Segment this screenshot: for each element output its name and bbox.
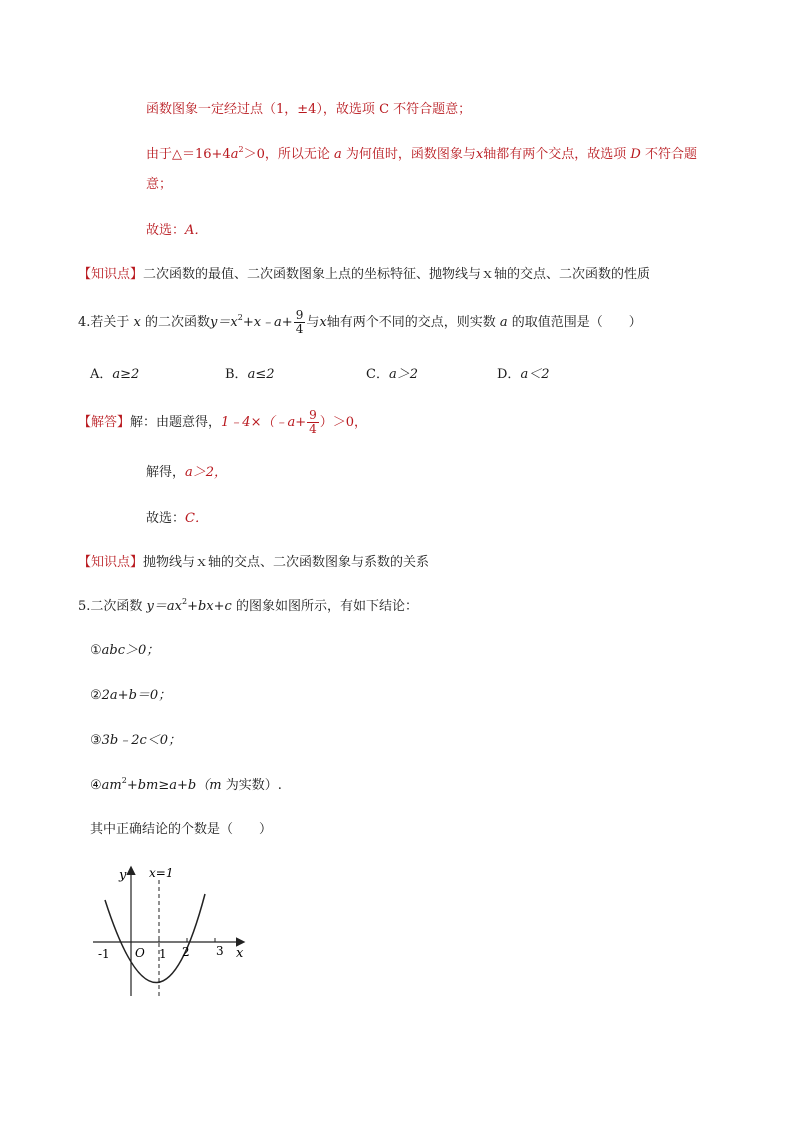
conclusion-3: ③3b﹣2c＜0； xyxy=(90,733,182,748)
conclusion-1: ①abc＞0； xyxy=(90,643,160,658)
solution-line-2-wrap: 意； xyxy=(146,177,173,192)
tick-label-3: 3 xyxy=(216,944,224,958)
origin-label: O xyxy=(135,946,145,960)
parabola-curve xyxy=(105,894,205,983)
solution-tag: 【解答】 xyxy=(78,415,131,430)
question-5-stem: 5.二次函数 $y=ax^2+bx+c$ 的图象如图所示，有如下结论： xyxy=(78,597,418,614)
knowledge-tag: 【知识点】 xyxy=(78,267,144,282)
parabola-graph xyxy=(88,858,258,1008)
knowledge-point-2: 【知识点】抛物线与ｘ轴的交点、二次函数图象与系数的关系 xyxy=(78,555,430,570)
x-axis-label: x xyxy=(236,946,244,961)
solution-line-2: 由于$\triangle=16+4a^2>0$，所以无论 a 为何值时，函数图象与x轴都有两个交点，故选项 D 不符合题 xyxy=(146,145,697,162)
tick-label-neg1: -1 xyxy=(98,947,110,961)
fraction-9-4: $\frac{9}{4}$ xyxy=(295,308,304,336)
fraction-9-4-solution: $\frac{9}{4}$ xyxy=(309,408,317,436)
knowledge-tag-2: 【知识点】 xyxy=(78,555,144,570)
solution-choice: 故选：A． xyxy=(146,223,208,238)
option-c[interactable]: C．a＞2 xyxy=(366,367,418,382)
option-b[interactable]: B．a≤2 xyxy=(225,367,275,382)
option-d[interactable]: D．a＜2 xyxy=(497,367,550,382)
q4-solution: 【解答】解：由题意得，1﹣4×（﹣a+ $\frac{9}{4}$ ）＞0， xyxy=(78,408,368,436)
knowledge-point-1: 【知识点】二次函数的最值、二次函数图象上点的坐标特征、抛物线与ｘ轴的交点、二次函数的性质 xyxy=(78,267,651,282)
q4-choice: 故选：C． xyxy=(146,511,208,526)
option-a[interactable]: A．a≥2 xyxy=(90,367,140,382)
conclusion-2: ②2a+b＝0； xyxy=(90,688,172,703)
q4-solve-line: 解得，a＞2， xyxy=(146,465,228,480)
tick-label-2: 2 xyxy=(182,945,190,959)
question-5-prompt: 其中正确结论的个数是（ ） xyxy=(90,822,273,837)
tick-label-1: 1 xyxy=(159,947,167,961)
y-axis-label: y xyxy=(119,868,127,883)
solution-line-1: 函数图象一定经过点（1，±4），故选项 C 不符合题意； xyxy=(146,102,472,117)
symmetry-axis-label: x=1 xyxy=(149,866,174,880)
conclusion-4: $④am^2+bm\ge a+b(m$ 为实数）. xyxy=(90,776,282,793)
question-4-stem: 4.若关于 x 的二次函数$y=x^2+x﹣a+$ $\frac{9}{4}$ 与x轴有两个不同的交点，则实数 a 的取值范围是（ ） xyxy=(78,308,642,336)
